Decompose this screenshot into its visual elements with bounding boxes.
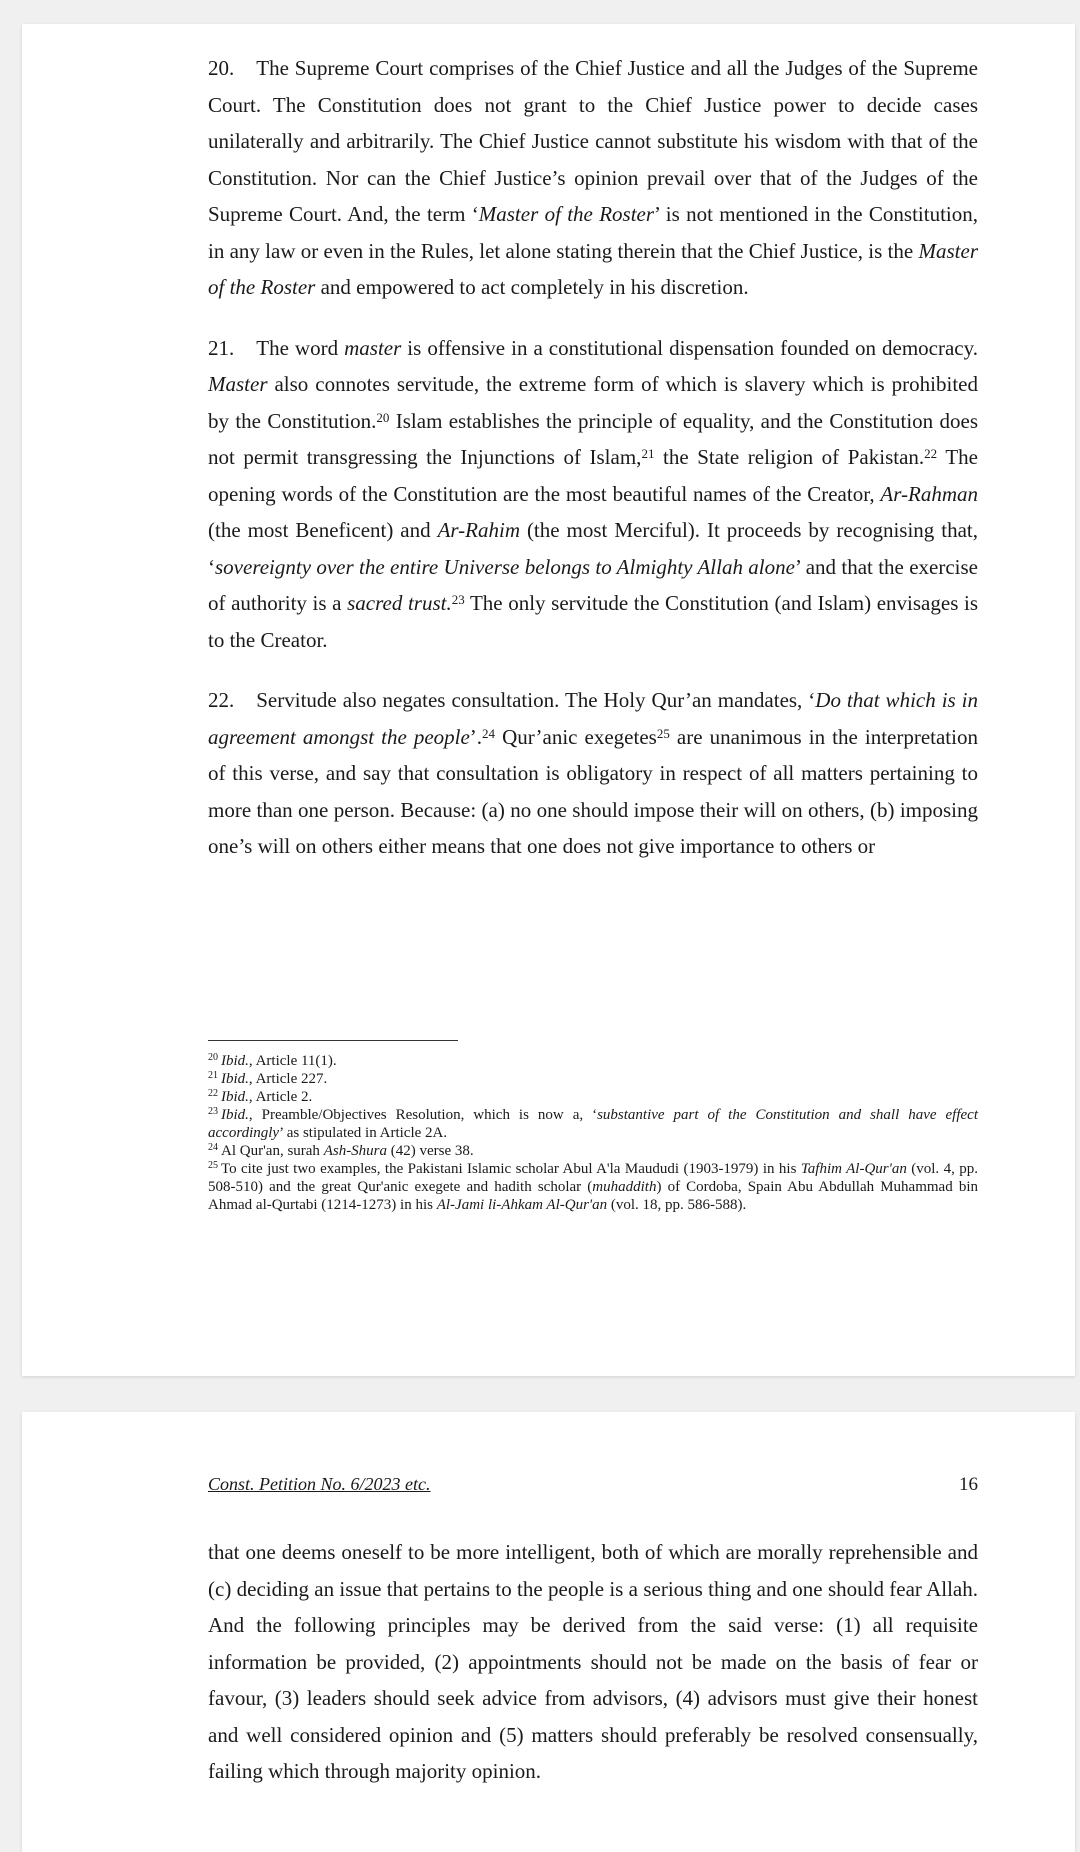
italic-text: Ibid. <box>221 1071 249 1087</box>
footnote-number: 24 <box>208 1142 218 1153</box>
paragraph-22 <box>208 682 978 865</box>
text-run: is offensive in a constitutional dispensation founded on democracy. <box>401 335 978 360</box>
text-run: The opening words of the Constitution are the most beautiful names of the Creator, <box>208 445 978 506</box>
page-number: 16 <box>959 1474 978 1495</box>
text-run: Al Qur'an, surah <box>221 1143 324 1159</box>
page-header <box>208 1474 978 1495</box>
text-run: To cite just two examples, the Pakistani Islamic scholar Abul A'la Maududi (1903-1979) in his <box>221 1161 801 1177</box>
text-run: Islam establishes the principle of equality, and the Constitution does not permit transgressing the Injunctions of Islam, <box>208 408 978 469</box>
italic-text: Ash-Shura <box>323 1143 388 1159</box>
footnote-separator <box>208 1040 458 1041</box>
italic-text: Master <box>208 372 268 396</box>
paragraph-number: 21. <box>208 335 235 360</box>
text-run: (42) verse 38. <box>387 1143 474 1159</box>
text-run: ’ as stipulated in Article 2A. <box>279 1125 448 1141</box>
case-reference: Const. Petition No. 6/2023 etc. <box>208 1474 431 1494</box>
italic-text: Master of the Roster <box>478 202 655 226</box>
page-body <box>208 1534 978 1790</box>
footnotes <box>208 1052 978 1214</box>
italic-text: Ar-Rahim <box>437 518 520 542</box>
paragraph-20 <box>208 50 978 306</box>
italic-text: Al-Jami li-Ahkam Al-Qur'an <box>436 1197 608 1213</box>
text-run: The Supreme Court comprises of the Chief Justice and all the Judges of the Supreme Court. The Constitution does not grant to the Chief Justice power to decide cases unilaterally and arbitrarily. The Chief Justice cannot substitute his wisdom with that of the Constitution. Nor can the Chief Justice’s opinion prevail over that of the Judges of the Supreme Court. And, the term ‘ <box>208 56 978 226</box>
text-run: ’. <box>469 724 483 749</box>
text-run: , Article 11(1). <box>248 1053 337 1069</box>
italic-text: master <box>344 335 402 360</box>
paragraph-22-continued: that one deems oneself to be more intelligent, both of which are morally reprehensible and (c) deciding an issue that pertains to the people is a serious thing and one should fear Allah. And the following principles may be derived from the said verse: (1) all requisite information be provided, (2) appointments should not be made on the basis of fear or favour, (3) leaders should seek advice from advisors, (4) advisors must give their honest and well considered opinion and (5) matters should preferably be resolved consensually, failing which through majority opinion. <box>208 1540 978 1783</box>
footnote-number: 20 <box>208 1052 218 1063</box>
italic-text: sacred trust. <box>347 591 452 615</box>
footnote-number: 23 <box>208 1106 218 1117</box>
footnote-reference: 25 <box>656 725 670 741</box>
text-run: ) of Cordoba, Spain Abu Abdullah Muhammad bin Ahmad al-Qurtabi (1214-1273) in his <box>208 1179 978 1213</box>
text-run: are unanimous in the interpretation of this verse, and say that consultation is obligatory in respect of all matters pertaining to more than one person. Because: (a) no one should impose their will on others, (b) imposing one’s will on others either means that one does not give importance to others or <box>208 724 978 858</box>
text-run: ’ is not mentioned in the Constitution, in any law or even in the Rules, let alone stating therein that the Chief Justice, is the <box>208 202 979 263</box>
text-run: the State religion of Pakistan. <box>654 445 925 469</box>
page-body <box>208 50 978 865</box>
text-run: , Preamble/Objectives Resolution, which is now a, ‘ <box>248 1107 598 1123</box>
paragraph-number: 20. <box>208 56 235 80</box>
text-run: Servitude also negates consultation. The Holy Qur’an mandates, ‘ <box>256 688 816 712</box>
text-run: (the most Merciful). It proceeds by recognising that, ‘ <box>208 518 978 579</box>
footnote-number: 21 <box>208 1070 218 1081</box>
footnote-reference: 24 <box>482 725 496 741</box>
italic-text: Ar-Rahman <box>880 481 978 506</box>
footnote-23 <box>208 1106 978 1142</box>
footnote-22 <box>208 1088 978 1106</box>
italic-text: muhaddith <box>592 1179 657 1195</box>
footnote-number: 25 <box>208 1160 218 1171</box>
footnote-reference: 23 <box>451 592 465 607</box>
text-run: Qur’anic exegetes <box>495 724 657 749</box>
text-run: , Article 227. <box>248 1071 328 1087</box>
footnote-reference: 21 <box>641 446 655 461</box>
footnote-number: 22 <box>208 1088 218 1099</box>
footnote-24 <box>208 1142 978 1160</box>
text-run: and empowered to act completely in his discretion. <box>315 275 749 299</box>
italic-text: Tafhim Al-Qur'an <box>800 1161 907 1177</box>
text-run: (vol. 18, pp. 586-588). <box>607 1197 747 1213</box>
paragraph-21 <box>208 330 978 659</box>
footnote-20 <box>208 1052 978 1070</box>
italic-text: Ibid. <box>221 1053 249 1069</box>
text-run: , Article 2. <box>248 1089 313 1105</box>
italic-text: substantive part of the Constitution and shall have effect accordingly <box>208 1107 979 1141</box>
document-page-15 <box>22 24 1075 1376</box>
italic-text: Master of the Roster <box>208 238 978 299</box>
footnote-25 <box>208 1160 978 1214</box>
footnote-21 <box>208 1070 978 1088</box>
paragraph-number: 22. <box>208 688 235 712</box>
footnote-reference: 20 <box>376 409 390 425</box>
italic-text: Ibid. <box>221 1089 249 1105</box>
text-run: ’ and that the exercise of authority is a <box>208 554 979 615</box>
footnote-reference: 22 <box>924 446 938 461</box>
text-run: The only servitude the Constitution (and Islam) envisages is to the Creator. <box>208 591 978 652</box>
italic-text: sovereignty over the entire Universe belongs to Almighty Allah alone <box>215 554 795 579</box>
italic-text: Do that which is in agreement amongst the people <box>208 688 979 749</box>
document-page-16 <box>22 1412 1075 1852</box>
text-run: also connotes servitude, the extreme form of which is slavery which is prohibited by the Constitution. <box>208 372 978 433</box>
text-run: (the most Beneficent) and <box>208 518 438 542</box>
text-run: The word <box>256 335 345 360</box>
italic-text: Ibid. <box>221 1107 249 1123</box>
text-run: (vol. 4, pp. 508-510) and the great Qur'anic exegete and hadith scholar ( <box>208 1161 978 1195</box>
